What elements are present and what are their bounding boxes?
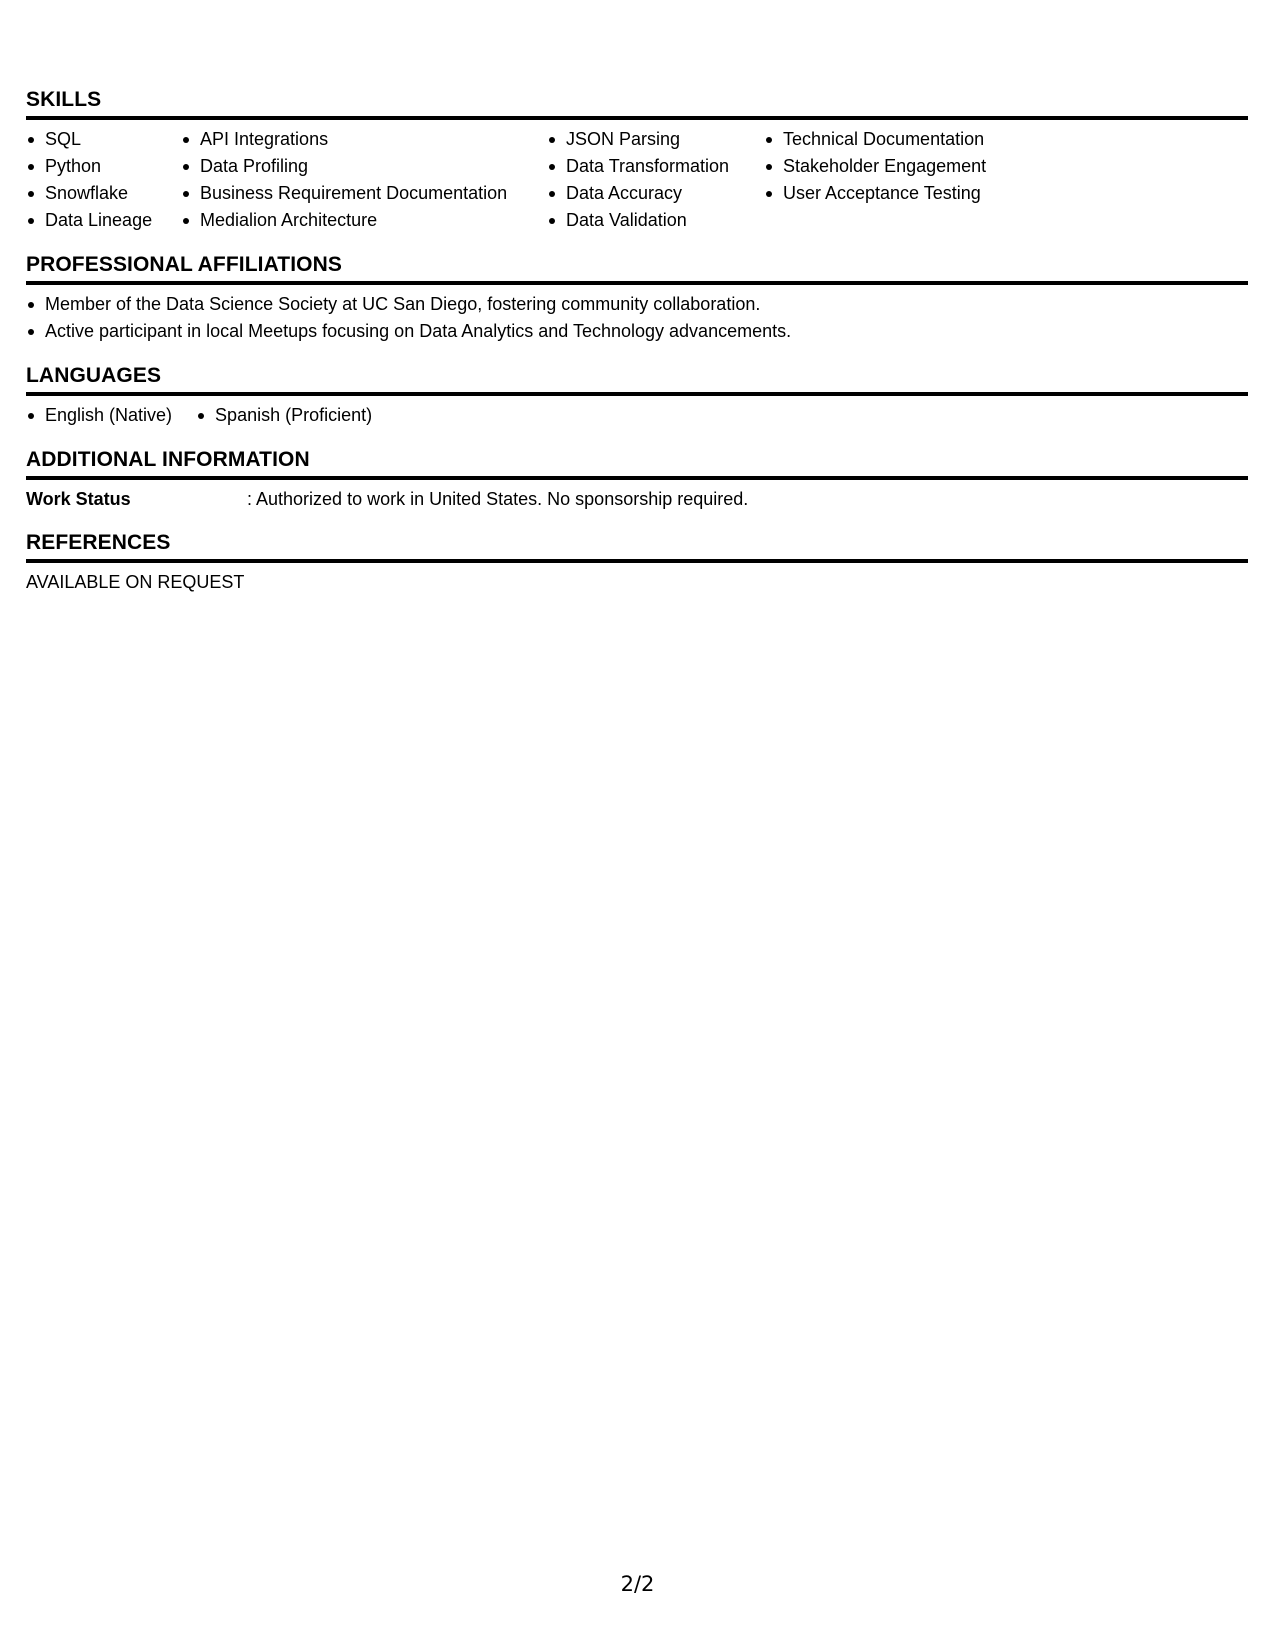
references-section <box>26 531 1248 596</box>
skill-item: SQL <box>26 126 181 153</box>
affiliations-list <box>26 291 1248 345</box>
skill-item: JSON Parsing <box>547 126 764 153</box>
skills-section <box>26 88 1248 234</box>
affiliations-heading: PROFESSIONAL AFFILIATIONS <box>26 253 1248 285</box>
language-item: English (Native) <box>26 402 172 429</box>
skill-item: Data Validation <box>547 207 764 234</box>
work-status-value: : Authorized to work in United States. No sponsorship required. <box>247 489 749 509</box>
languages-section <box>26 364 1248 429</box>
skill-item: Data Transformation <box>547 153 764 180</box>
page-number: 2/2 <box>620 1572 655 1596</box>
languages-list <box>26 402 1248 429</box>
skills-grid <box>26 126 1248 234</box>
work-status-row <box>26 486 1248 513</box>
skill-item: Python <box>26 153 181 180</box>
skills-column-3 <box>547 126 764 234</box>
work-status-label: Work Status <box>26 489 131 509</box>
language-item: Spanish (Proficient) <box>196 402 372 429</box>
skill-item: Snowflake <box>26 180 181 207</box>
skill-item: Data Lineage <box>26 207 181 234</box>
additional-information-section <box>26 448 1248 513</box>
skill-item: User Acceptance Testing <box>764 180 1024 207</box>
skills-column-2 <box>181 126 547 234</box>
additional-information-heading: ADDITIONAL INFORMATION <box>26 448 1248 480</box>
skill-item: API Integrations <box>181 126 547 153</box>
skill-item: Stakeholder Engagement <box>764 153 1024 180</box>
affiliation-item: Active participant in local Meetups focusing on Data Analytics and Technology advancements. <box>26 318 1248 345</box>
skill-item: Medialion Architecture <box>181 207 547 234</box>
skills-heading: SKILLS <box>26 88 1248 120</box>
skills-column-1 <box>26 126 181 234</box>
skill-item: Data Profiling <box>181 153 547 180</box>
skill-item: Data Accuracy <box>547 180 764 207</box>
skills-column-4 <box>764 126 1024 234</box>
skill-item: Technical Documentation <box>764 126 1024 153</box>
languages-heading: LANGUAGES <box>26 364 1248 396</box>
references-heading: REFERENCES <box>26 531 1248 563</box>
resume-page <box>26 0 1248 1650</box>
affiliation-item: Member of the Data Science Society at UC San Diego, fostering community collaboration. <box>26 291 1248 318</box>
skill-item: Business Requirement Documentation <box>181 180 547 207</box>
references-text: AVAILABLE ON REQUEST <box>26 572 245 592</box>
affiliations-section <box>26 253 1248 345</box>
